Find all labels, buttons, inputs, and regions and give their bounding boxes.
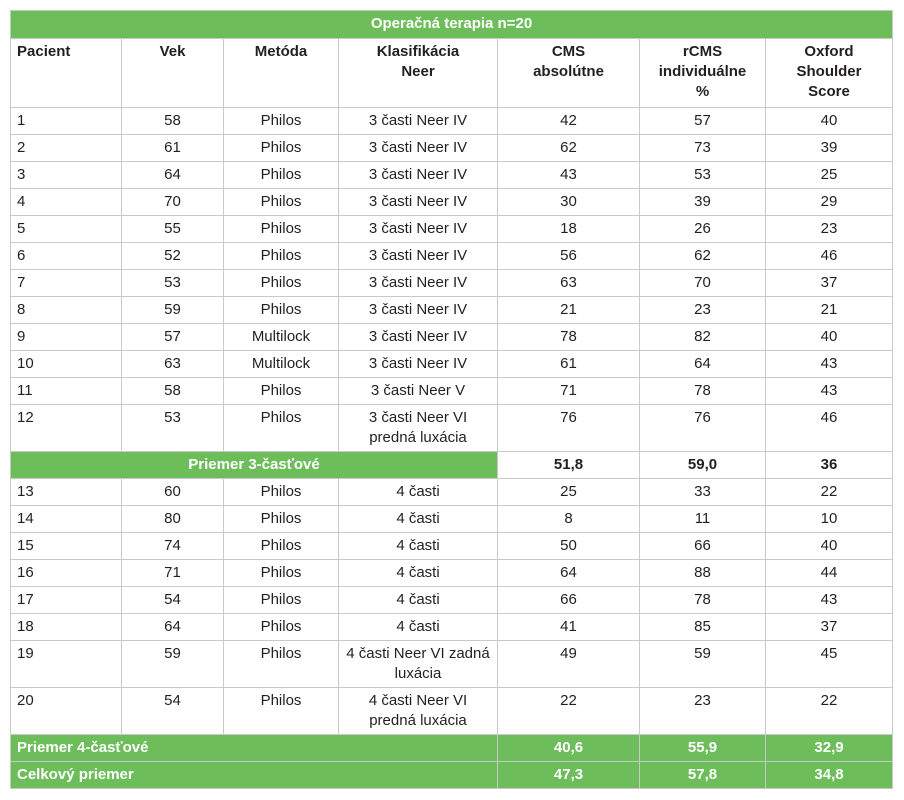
cell-metoda: Philos bbox=[224, 162, 339, 189]
header-klasifikacia: Klasifikácia Neer bbox=[339, 39, 498, 108]
cell-rcms: 66 bbox=[640, 533, 766, 560]
cell-klasifikacia: 4 časti Neer VI zadná luxácia bbox=[339, 641, 498, 688]
cell-klasifikacia: 3 časti Neer IV bbox=[339, 270, 498, 297]
cell-oxford: 43 bbox=[766, 378, 893, 405]
cell-oxford: 25 bbox=[766, 162, 893, 189]
cell-vek: 64 bbox=[122, 614, 224, 641]
cell-vek: 80 bbox=[122, 506, 224, 533]
cell-klasifikacia: 4 časti bbox=[339, 560, 498, 587]
cell-pacient: 12 bbox=[11, 405, 122, 452]
cell-cms: 21 bbox=[498, 297, 640, 324]
header-pacient: Pacient bbox=[11, 39, 122, 108]
cell-vek: 58 bbox=[122, 378, 224, 405]
cell-cms: 56 bbox=[498, 243, 640, 270]
cell-pacient: 14 bbox=[11, 506, 122, 533]
cell-metoda: Multilock bbox=[224, 351, 339, 378]
cell-vek: 54 bbox=[122, 688, 224, 735]
cell-rcms: 57 bbox=[640, 108, 766, 135]
avg3-cms: 51,8 bbox=[498, 452, 640, 479]
cell-klasifikacia: 4 časti bbox=[339, 614, 498, 641]
cell-rcms: 59 bbox=[640, 641, 766, 688]
cell-pacient: 9 bbox=[11, 324, 122, 351]
cell-oxford: 44 bbox=[766, 560, 893, 587]
cell-klasifikacia: 4 časti bbox=[339, 533, 498, 560]
cell-metoda: Philos bbox=[224, 108, 339, 135]
cell-cms: 61 bbox=[498, 351, 640, 378]
results-table bbox=[10, 10, 893, 789]
table-title: Operačná terapia n=20 bbox=[11, 11, 893, 39]
cell-cms: 49 bbox=[498, 641, 640, 688]
cell-vek: 59 bbox=[122, 641, 224, 688]
cell-metoda: Philos bbox=[224, 297, 339, 324]
total-rcms: 57,8 bbox=[640, 762, 766, 789]
cell-oxford: 37 bbox=[766, 614, 893, 641]
table-row bbox=[11, 587, 893, 614]
table-row bbox=[11, 560, 893, 587]
avg3-label: Priemer 3-časťové bbox=[11, 452, 498, 479]
cell-vek: 54 bbox=[122, 587, 224, 614]
cell-vek: 63 bbox=[122, 351, 224, 378]
cell-pacient: 19 bbox=[11, 641, 122, 688]
cell-klasifikacia: 3 časti Neer IV bbox=[339, 189, 498, 216]
table-row bbox=[11, 351, 893, 378]
cell-cms: 50 bbox=[498, 533, 640, 560]
cell-metoda: Philos bbox=[224, 587, 339, 614]
header-oxford: Oxford Shoulder Score bbox=[766, 39, 893, 108]
cell-rcms: 88 bbox=[640, 560, 766, 587]
table-row bbox=[11, 108, 893, 135]
cell-vek: 53 bbox=[122, 270, 224, 297]
group1-rows bbox=[11, 108, 893, 452]
header-rcms: rCMS individuálne % bbox=[640, 39, 766, 108]
cell-oxford: 40 bbox=[766, 324, 893, 351]
cell-oxford: 40 bbox=[766, 533, 893, 560]
cell-rcms: 76 bbox=[640, 405, 766, 452]
avg4-cms: 40,6 bbox=[498, 735, 640, 762]
cell-oxford: 43 bbox=[766, 351, 893, 378]
cell-pacient: 18 bbox=[11, 614, 122, 641]
cell-klasifikacia: 3 časti Neer VI predná luxácia bbox=[339, 405, 498, 452]
cell-klasifikacia: 3 časti Neer IV bbox=[339, 135, 498, 162]
cell-vek: 61 bbox=[122, 135, 224, 162]
cell-cms: 78 bbox=[498, 324, 640, 351]
cell-vek: 64 bbox=[122, 162, 224, 189]
cell-metoda: Philos bbox=[224, 216, 339, 243]
cell-rcms: 33 bbox=[640, 479, 766, 506]
cell-metoda: Philos bbox=[224, 479, 339, 506]
cell-vek: 60 bbox=[122, 479, 224, 506]
cell-cms: 62 bbox=[498, 135, 640, 162]
cell-klasifikacia: 4 časti bbox=[339, 587, 498, 614]
table-row bbox=[11, 614, 893, 641]
cell-metoda: Philos bbox=[224, 641, 339, 688]
cell-klasifikacia: 3 časti Neer IV bbox=[339, 216, 498, 243]
avg3-row bbox=[11, 452, 893, 479]
table-row bbox=[11, 533, 893, 560]
cell-pacient: 20 bbox=[11, 688, 122, 735]
cell-pacient: 5 bbox=[11, 216, 122, 243]
cell-rcms: 64 bbox=[640, 351, 766, 378]
cell-rcms: 82 bbox=[640, 324, 766, 351]
cell-oxford: 29 bbox=[766, 189, 893, 216]
cell-rcms: 62 bbox=[640, 243, 766, 270]
header-metoda: Metóda bbox=[224, 39, 339, 108]
cell-rcms: 11 bbox=[640, 506, 766, 533]
cell-metoda: Philos bbox=[224, 688, 339, 735]
cell-cms: 8 bbox=[498, 506, 640, 533]
cell-metoda: Philos bbox=[224, 189, 339, 216]
cell-cms: 25 bbox=[498, 479, 640, 506]
cell-pacient: 6 bbox=[11, 243, 122, 270]
cell-cms: 66 bbox=[498, 587, 640, 614]
table-row bbox=[11, 216, 893, 243]
cell-vek: 70 bbox=[122, 189, 224, 216]
cell-rcms: 23 bbox=[640, 297, 766, 324]
cell-cms: 64 bbox=[498, 560, 640, 587]
cell-cms: 43 bbox=[498, 162, 640, 189]
cell-oxford: 22 bbox=[766, 688, 893, 735]
table-row bbox=[11, 162, 893, 189]
cell-metoda: Philos bbox=[224, 560, 339, 587]
table-row bbox=[11, 405, 893, 452]
cell-rcms: 78 bbox=[640, 378, 766, 405]
cell-oxford: 43 bbox=[766, 587, 893, 614]
cell-oxford: 22 bbox=[766, 479, 893, 506]
cell-cms: 41 bbox=[498, 614, 640, 641]
cell-klasifikacia: 4 časti bbox=[339, 506, 498, 533]
cell-oxford: 40 bbox=[766, 108, 893, 135]
table-row bbox=[11, 506, 893, 533]
cell-pacient: 10 bbox=[11, 351, 122, 378]
cell-cms: 18 bbox=[498, 216, 640, 243]
header-vek: Vek bbox=[122, 39, 224, 108]
cell-metoda: Philos bbox=[224, 614, 339, 641]
cell-pacient: 15 bbox=[11, 533, 122, 560]
cell-cms: 71 bbox=[498, 378, 640, 405]
cell-klasifikacia: 4 časti bbox=[339, 479, 498, 506]
cell-klasifikacia: 3 časti Neer V bbox=[339, 378, 498, 405]
cell-vek: 59 bbox=[122, 297, 224, 324]
cell-oxford: 46 bbox=[766, 405, 893, 452]
cell-rcms: 53 bbox=[640, 162, 766, 189]
cell-klasifikacia: 4 časti Neer VI predná luxácia bbox=[339, 688, 498, 735]
cell-vek: 71 bbox=[122, 560, 224, 587]
cell-vek: 55 bbox=[122, 216, 224, 243]
cell-pacient: 4 bbox=[11, 189, 122, 216]
table-row bbox=[11, 270, 893, 297]
avg4-label: Priemer 4-časťové bbox=[11, 735, 498, 762]
cell-vek: 53 bbox=[122, 405, 224, 452]
cell-oxford: 23 bbox=[766, 216, 893, 243]
table-row bbox=[11, 688, 893, 735]
cell-klasifikacia: 3 časti Neer IV bbox=[339, 243, 498, 270]
total-oxford: 34,8 bbox=[766, 762, 893, 789]
table-row bbox=[11, 324, 893, 351]
total-row bbox=[11, 762, 893, 789]
avg4-row bbox=[11, 735, 893, 762]
cell-pacient: 2 bbox=[11, 135, 122, 162]
cell-metoda: Multilock bbox=[224, 324, 339, 351]
avg4-rcms: 55,9 bbox=[640, 735, 766, 762]
cell-metoda: Philos bbox=[224, 506, 339, 533]
cell-vek: 52 bbox=[122, 243, 224, 270]
cell-oxford: 39 bbox=[766, 135, 893, 162]
cell-cms: 30 bbox=[498, 189, 640, 216]
cell-vek: 57 bbox=[122, 324, 224, 351]
total-label: Celkový priemer bbox=[11, 762, 498, 789]
cell-rcms: 78 bbox=[640, 587, 766, 614]
cell-rcms: 70 bbox=[640, 270, 766, 297]
cell-metoda: Philos bbox=[224, 405, 339, 452]
cell-oxford: 21 bbox=[766, 297, 893, 324]
group2-rows bbox=[11, 479, 893, 735]
cell-pacient: 7 bbox=[11, 270, 122, 297]
cell-klasifikacia: 3 časti Neer IV bbox=[339, 351, 498, 378]
cell-vek: 58 bbox=[122, 108, 224, 135]
cell-rcms: 39 bbox=[640, 189, 766, 216]
cell-cms: 63 bbox=[498, 270, 640, 297]
table-row bbox=[11, 135, 893, 162]
cell-oxford: 45 bbox=[766, 641, 893, 688]
table-row bbox=[11, 479, 893, 506]
cell-pacient: 16 bbox=[11, 560, 122, 587]
avg3-oxford: 36 bbox=[766, 452, 893, 479]
table-row bbox=[11, 378, 893, 405]
cell-rcms: 26 bbox=[640, 216, 766, 243]
cell-cms: 76 bbox=[498, 405, 640, 452]
cell-rcms: 73 bbox=[640, 135, 766, 162]
cell-klasifikacia: 3 časti Neer IV bbox=[339, 108, 498, 135]
table-row bbox=[11, 641, 893, 688]
cell-pacient: 13 bbox=[11, 479, 122, 506]
avg3-rcms: 59,0 bbox=[640, 452, 766, 479]
cell-klasifikacia: 3 časti Neer IV bbox=[339, 297, 498, 324]
table-row bbox=[11, 189, 893, 216]
cell-vek: 74 bbox=[122, 533, 224, 560]
cell-klasifikacia: 3 časti Neer IV bbox=[339, 162, 498, 189]
cell-metoda: Philos bbox=[224, 378, 339, 405]
total-cms: 47,3 bbox=[498, 762, 640, 789]
cell-pacient: 8 bbox=[11, 297, 122, 324]
cell-cms: 22 bbox=[498, 688, 640, 735]
cell-metoda: Philos bbox=[224, 243, 339, 270]
table-row bbox=[11, 297, 893, 324]
cell-rcms: 23 bbox=[640, 688, 766, 735]
cell-pacient: 17 bbox=[11, 587, 122, 614]
cell-klasifikacia: 3 časti Neer IV bbox=[339, 324, 498, 351]
cell-metoda: Philos bbox=[224, 533, 339, 560]
cell-rcms: 85 bbox=[640, 614, 766, 641]
header-cms: CMS absolútne bbox=[498, 39, 640, 108]
cell-oxford: 46 bbox=[766, 243, 893, 270]
avg4-oxford: 32,9 bbox=[766, 735, 893, 762]
cell-pacient: 1 bbox=[11, 108, 122, 135]
cell-metoda: Philos bbox=[224, 135, 339, 162]
cell-pacient: 3 bbox=[11, 162, 122, 189]
header-row bbox=[11, 39, 893, 108]
cell-oxford: 37 bbox=[766, 270, 893, 297]
cell-metoda: Philos bbox=[224, 270, 339, 297]
table-row bbox=[11, 243, 893, 270]
cell-cms: 42 bbox=[498, 108, 640, 135]
cell-pacient: 11 bbox=[11, 378, 122, 405]
cell-oxford: 10 bbox=[766, 506, 893, 533]
